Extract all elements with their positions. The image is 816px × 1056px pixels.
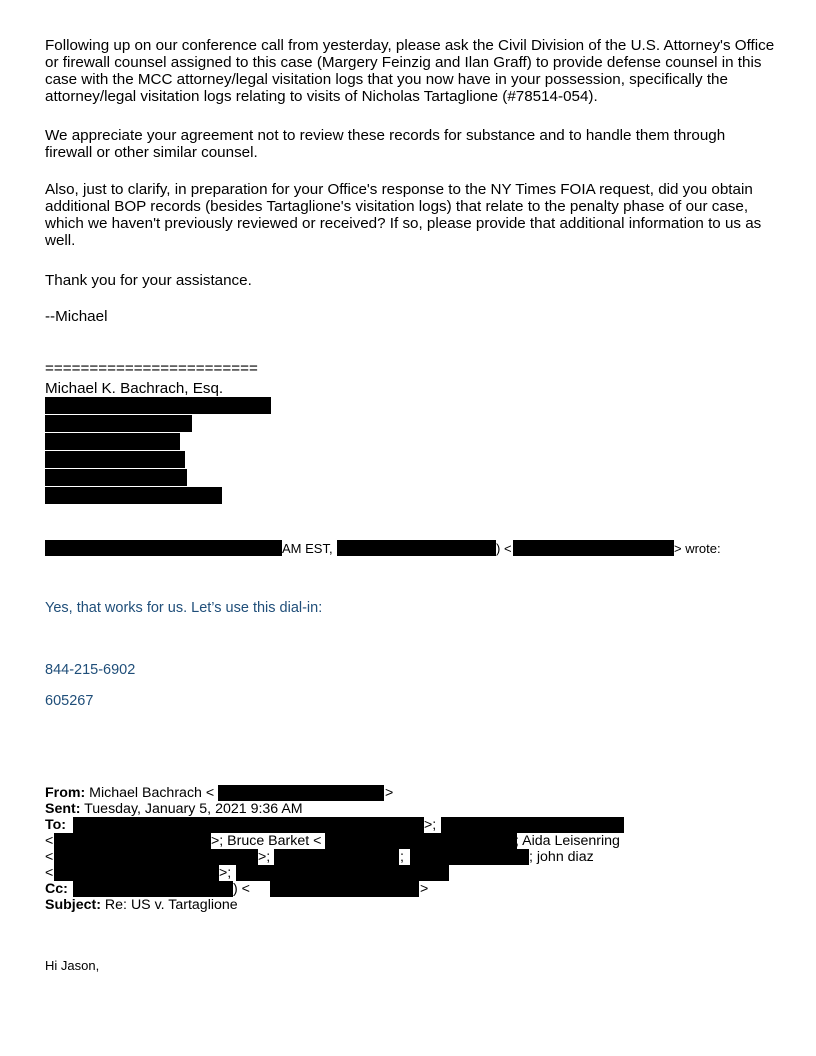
redaction	[45, 415, 192, 432]
redaction	[45, 451, 185, 468]
to-john-diaz: ; john diaz	[529, 849, 594, 865]
quote-wrote: > wrote:	[674, 541, 721, 556]
redaction	[236, 865, 449, 881]
redaction	[325, 833, 517, 849]
to-semicolon: >;	[424, 817, 437, 833]
redaction	[45, 397, 271, 414]
sent-label: Sent:	[45, 801, 81, 817]
redaction	[73, 881, 233, 897]
thanks-line: Thank you for your assistance.	[45, 272, 252, 289]
redaction	[54, 849, 258, 865]
to-semicolon-4: >;	[219, 865, 232, 881]
redaction	[73, 817, 424, 833]
quote-paren: ) <	[496, 541, 512, 556]
to-label: To:	[45, 817, 67, 833]
subject-value: Re: US v. Tartaglione	[104, 897, 238, 913]
to-semicolon-3: ;	[400, 849, 404, 865]
to-lt: <	[45, 833, 54, 849]
redaction	[270, 881, 419, 897]
to-semicolon-2: >;	[258, 849, 271, 865]
reply-text: Yes, that works for us. Let’s use this dial-in:	[45, 600, 323, 616]
body-paragraph-3: Also, just to clarify, in preparation for your Office's response to the NY Times FOIA request, did you obtain additional BOP records (besides Tartaglione's visitation logs) that relate to the penalty phase of our case, which we haven't previously reviewed or received? If so, please provide that additional information to us as well.	[45, 181, 762, 249]
to-aida-leisenring: ; Aida Leisenring	[515, 833, 620, 849]
redaction	[410, 849, 529, 865]
from-end: >	[385, 785, 394, 801]
sent-row	[45, 801, 303, 817]
redaction	[274, 849, 399, 865]
redaction	[441, 817, 624, 833]
redaction	[45, 487, 222, 504]
redaction	[337, 540, 496, 556]
from-label: From:	[45, 785, 86, 801]
redaction	[218, 785, 384, 801]
from-value: Michael Bachrach <	[89, 785, 215, 801]
greeting: Hi Jason,	[45, 958, 100, 973]
quote-am-est: AM EST,	[282, 541, 333, 556]
body-paragraph-1: Following up on our conference call from yesterday, please ask the Civil Division of the U.S. Attorney's Office or firewall counsel assigned to this case (Margery Feinzig and Ilan Graff) to provide defense counsel in this case with the MCC attorney/legal visitation logs that you now have in your possession, specifically the attorney/legal visitation logs relating to visits of Nicholas Tartaglione (#78514-054).	[45, 37, 775, 105]
redaction	[45, 433, 180, 450]
redaction	[513, 540, 674, 556]
from-row	[45, 785, 214, 801]
signature-name: Michael K. Bachrach, Esq.	[45, 380, 224, 397]
redaction	[45, 469, 187, 486]
redaction	[45, 540, 282, 556]
reply-code: 605267	[45, 693, 94, 709]
subject-row	[45, 897, 238, 913]
signature-divider: ========================	[45, 360, 258, 377]
cc-label: Cc:	[45, 881, 68, 897]
cc-paren: ) <	[233, 881, 250, 897]
body-paragraph-2: We appreciate your agreement not to review these records for substance and to handle them through firewall or other similar counsel.	[45, 127, 726, 161]
subject-label: Subject:	[45, 897, 101, 913]
sent-value: Tuesday, January 5, 2021 9:36 AM	[84, 801, 303, 817]
to-bruce-barket: >; Bruce Barket <	[211, 833, 322, 849]
to-lt-2: <	[45, 849, 54, 865]
to-lt-3: <	[45, 865, 54, 881]
reply-phone: 844-215-6902	[45, 662, 136, 678]
redaction	[54, 833, 211, 849]
cc-end: >	[420, 881, 429, 897]
sign-off: --Michael	[45, 308, 108, 325]
redaction	[54, 865, 219, 881]
